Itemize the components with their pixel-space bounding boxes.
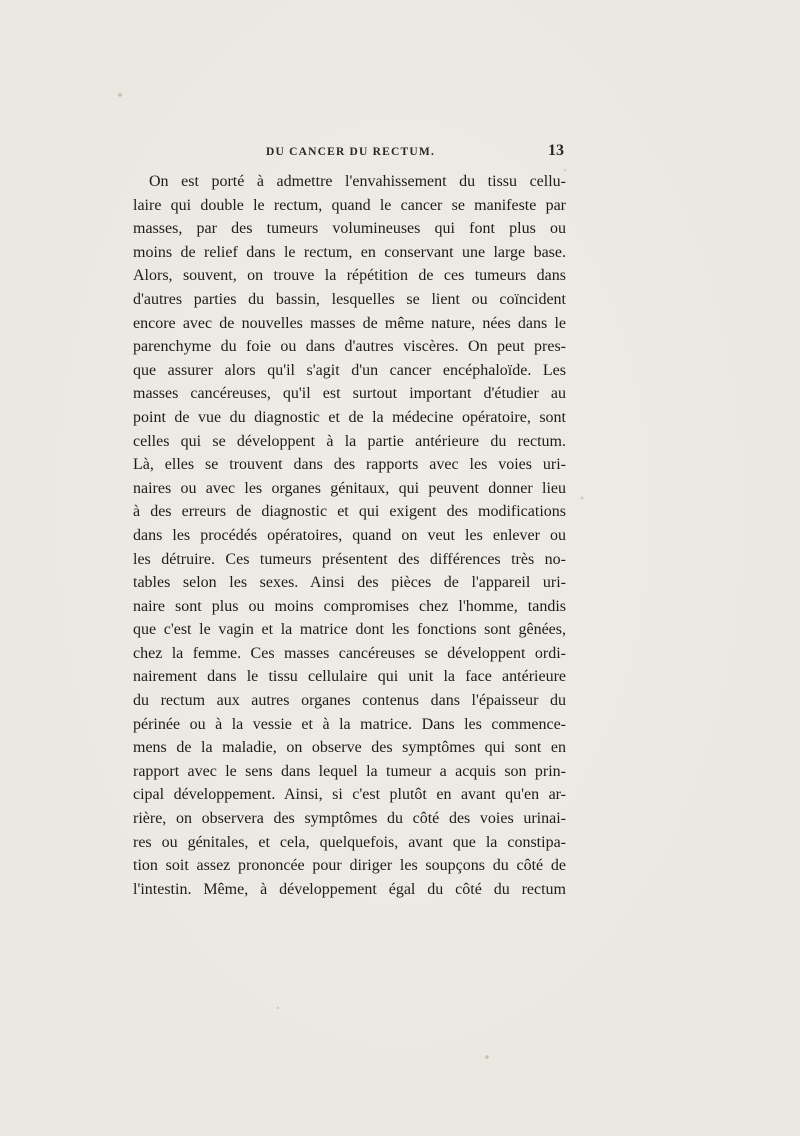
text-line: naire sont plus ou moins compromises chez l'homme, tandis (133, 597, 566, 615)
text-line: masses cancéreuses, qu'il est surtout important d'étudier au (133, 385, 566, 403)
text-line: encore avec de nouvelles masses de même nature, nées dans le (133, 314, 566, 332)
text-line: celles qui se développent à la partie antérieure du rectum. (133, 432, 566, 450)
text-line: à des erreurs de diagnostic et qui exigent des modifications (133, 503, 566, 521)
text-line: mens de la maladie, on observe des symptômes qui sont en (133, 739, 566, 757)
text-line: que c'est le vagin et la matrice dont les fonctions sont gênées, (133, 621, 566, 639)
text-line: moins de relief dans le rectum, en conservant une large base. (133, 243, 566, 261)
text-line: tables selon les sexes. Ainsi des pièces de l'appareil uri- (133, 574, 566, 592)
text-line: res ou génitales, et cela, quelquefois, avant que la constipa- (133, 833, 566, 851)
text-line: Là, elles se trouvent dans des rapports avec les voies uri- (133, 456, 566, 474)
text-line: du rectum aux autres organes contenus dans l'épaisseur du (133, 692, 566, 710)
text-line: d'autres parties du bassin, lesquelles se lient ou coïncident (133, 290, 566, 308)
text-line: rière, on observera des symptômes du côté des voies urinai- (133, 810, 566, 828)
text-line: l'intestin. Même, à développement égal du côté du rectum (133, 880, 566, 898)
text-line: masses, par des tumeurs volumineuses qui font plus ou (133, 220, 566, 238)
text-line: dans les procédés opératoires, quand on veut les enlever ou (133, 526, 566, 544)
text-line: tion soit assez prononcée pour diriger les soupçons du côté de (133, 857, 566, 875)
body-text (133, 170, 566, 901)
text-line: cipal développement. Ainsi, si c'est plutôt en avant qu'en ar- (133, 786, 566, 804)
text-line: point de vue du diagnostic et de la médecine opératoire, sont (133, 408, 566, 426)
text-line: chez la femme. Ces masses cancéreuses se développent ordi- (133, 644, 566, 662)
text-line: naires ou avec les organes génitaux, qui peuvent donner lieu (133, 479, 566, 497)
text-line: que assurer alors qu'il s'agit d'un cancer encéphaloïde. Les (133, 361, 566, 379)
text-line: On est porté à admettre l'envahissement du tissu cellu- (149, 173, 566, 190)
page-number: 13 (548, 142, 564, 159)
text-line: rapport avec le sens dans lequel la tumeur a acquis son prin- (133, 762, 566, 780)
text-line: Alors, souvent, on trouve la répétition de ces tumeurs dans (133, 267, 566, 285)
text-line: les détruire. Ces tumeurs présentent des différences très no- (133, 550, 566, 568)
text-line: périnée ou à la vessie et à la matrice. Dans les commence- (133, 715, 566, 733)
text-line: nairement dans le tissu cellulaire qui unit la face antérieure (133, 668, 566, 686)
text-line: laire qui double le rectum, quand le cancer se manifeste par (133, 196, 566, 214)
text-line: parenchyme du foie ou dans d'autres viscères. On peut pres- (133, 338, 566, 356)
running-title: DU CANCER DU RECTUM. (266, 146, 436, 158)
